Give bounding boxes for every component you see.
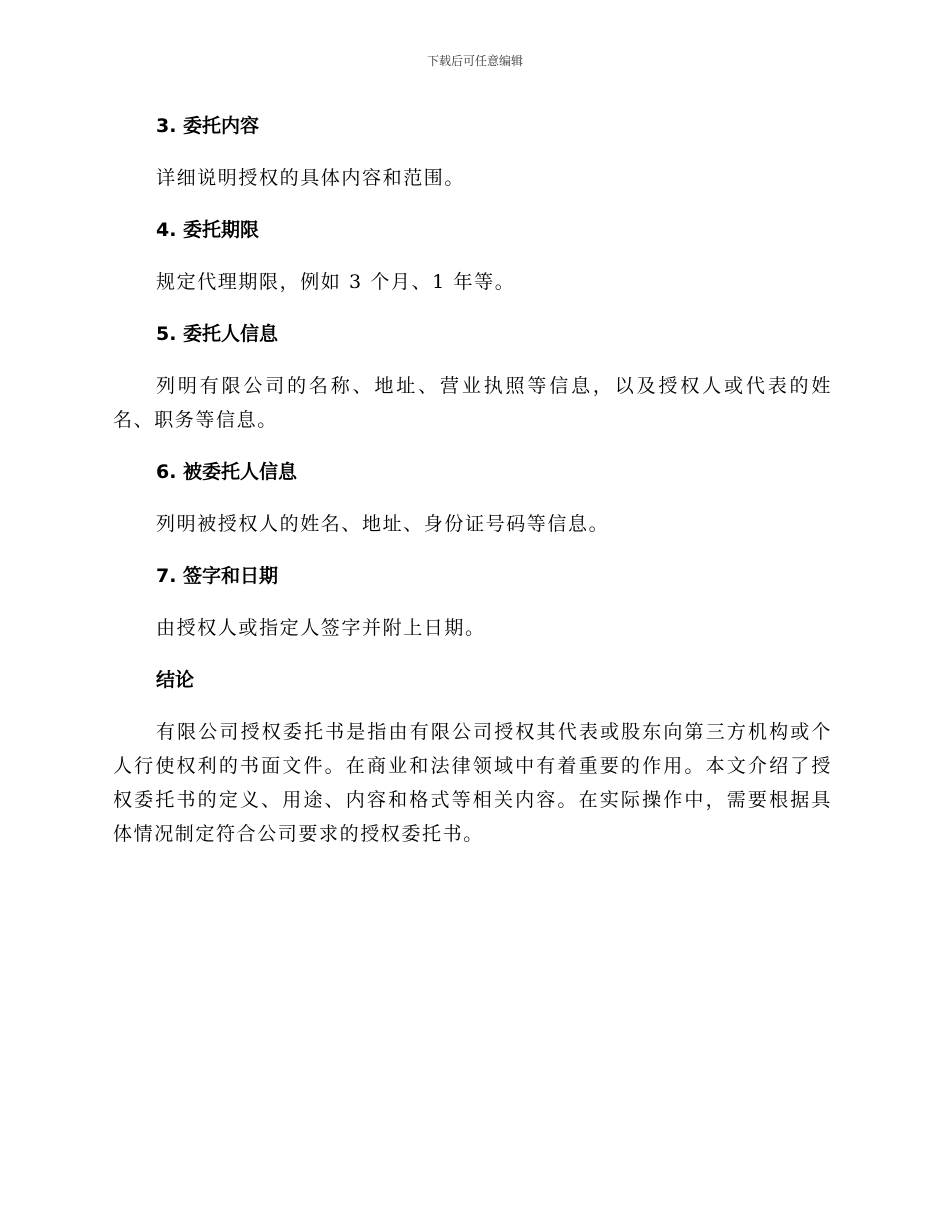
section-heading-3: 3. 委托内容 <box>156 115 260 137</box>
section-body-6: 列明被授权人的姓名、地址、身份证号码等信息。 <box>156 513 610 535</box>
section-body-7: 由授权人或指定人签字并附上日期。 <box>156 617 486 639</box>
section-heading-4: 4. 委托期限 <box>156 219 260 241</box>
conclusion-heading: 结论 <box>156 669 195 691</box>
conclusion-body: 有限公司授权委托书是指由有限公司授权其代表或股东向第三方机构或个人行使权利的书面文件。在商业和法律领域中有着重要的作用。本文介绍了授权委托书的定义、用途、内容和格式等相关内容。在实际操作中，需要根据具体情况制定符合公司要求的授权委托书。 <box>113 721 832 845</box>
section-body-3: 详细说明授权的具体内容和范围。 <box>156 167 466 189</box>
section-heading-5: 5. 委托人信息 <box>156 323 279 345</box>
page-header: 下载后可任意编辑 <box>426 54 523 68</box>
section-body-5: 列明有限公司的名称、地址、营业执照等信息，以及授权人或代表的姓名、职务等信息。 <box>113 375 832 431</box>
section-heading-7: 7. 签字和日期 <box>156 565 279 587</box>
document-body <box>113 109 832 869</box>
section-body-4: 规定代理期限，例如 3 个月、1 年等。 <box>156 271 516 293</box>
section-heading-6: 6. 被委托人信息 <box>156 461 298 483</box>
